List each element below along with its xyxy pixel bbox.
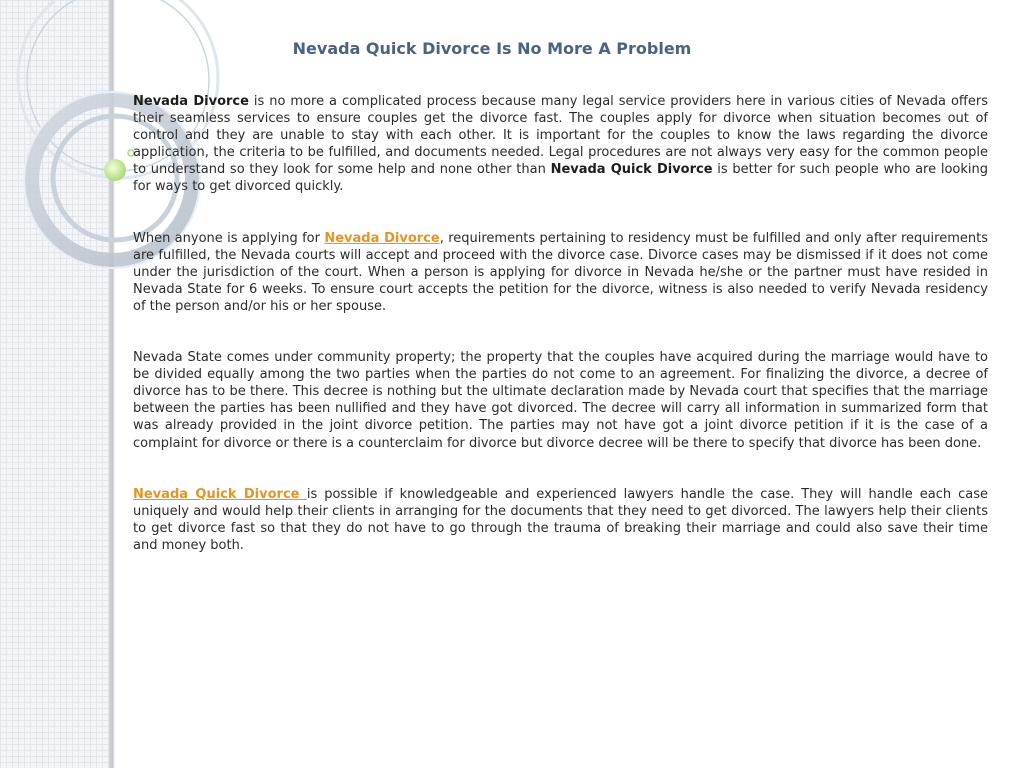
paragraph-3 (133, 349, 988, 452)
article-body (133, 93, 988, 588)
paragraph-4 (133, 486, 988, 554)
paragraph-text: When anyone is applying for (133, 230, 325, 246)
paragraph-text: is no more a complicated process because many legal service providers here in various cities of Nevada offers their seamless services to ensure couples get the divorce fast. The couples apply for divorce when situation becomes out of control and they are unable to stay with each other. It is important for the couples to know the laws regarding the divorce application, the criteria to be fulfilled, and documents needed. Legal procedures are not always very easy for the common people to understand so they look for some help and none other than (133, 94, 989, 178)
bold-term: Nevada Quick Divorce (550, 162, 713, 178)
nevada-quick-divorce-link[interactable]: Nevada Quick Divorce (133, 486, 307, 502)
nevada-divorce-link[interactable]: Nevada Divorce (324, 230, 440, 246)
bold-term: Nevada Divorce (133, 94, 249, 109)
page-title: Nevada Quick Divorce Is No More A Problem (292, 39, 692, 58)
paragraph-text: is possible if knowledgeable and experienced lawyers handle the case. They will handle each case uniquely and would help their clients in arranging for the documents that they need to get divorced. The lawyers help their clients to get divorce fast so that they do not have to go through the trauma of breaking their marriage and could also save their time and money both. (133, 486, 989, 553)
green-dot-icon (104, 159, 126, 181)
paragraph-1 (133, 93, 988, 196)
paragraph-2 (133, 230, 988, 315)
paragraph-text: Nevada State comes under community property; the property that the couples have acquired during the marriage would have to be divided equally among the two parties when the parties do not come to an agreement. For finalizing the divorce, a decree of divorce has to be there. This decree is nothing but the ultimate declaration made by Nevada court that specifies that the marriage between the parties has been nullified and they have got divorced. The decree will carry all information in summarized form that was already provided in the joint divorce petition. The parties may not have got a joint divorce petition if it is the case of a complaint for divorce or there is a counterclaim for divorce but divorce decree will be there to specify that divorce has been done. (133, 350, 988, 451)
paragraph-text: is better for such people who are looking for ways to get divorced quickly. (133, 162, 988, 195)
paragraph-text: , requirements pertaining to residency must be fulfilled and only after requirements are fulfilled, the Nevada courts will accept and proceed with the divorce case. Divorce cases may be dismissed if it does not come under the jurisdiction of the court. When a person is applying for divorce in Nevada he/she or the partner must have resided in Nevada State for 6 weeks. To ensure court accepts the petition for the divorce, witness is also needed to verify Nevada residency of the person and/or his or her spouse. (133, 230, 988, 314)
